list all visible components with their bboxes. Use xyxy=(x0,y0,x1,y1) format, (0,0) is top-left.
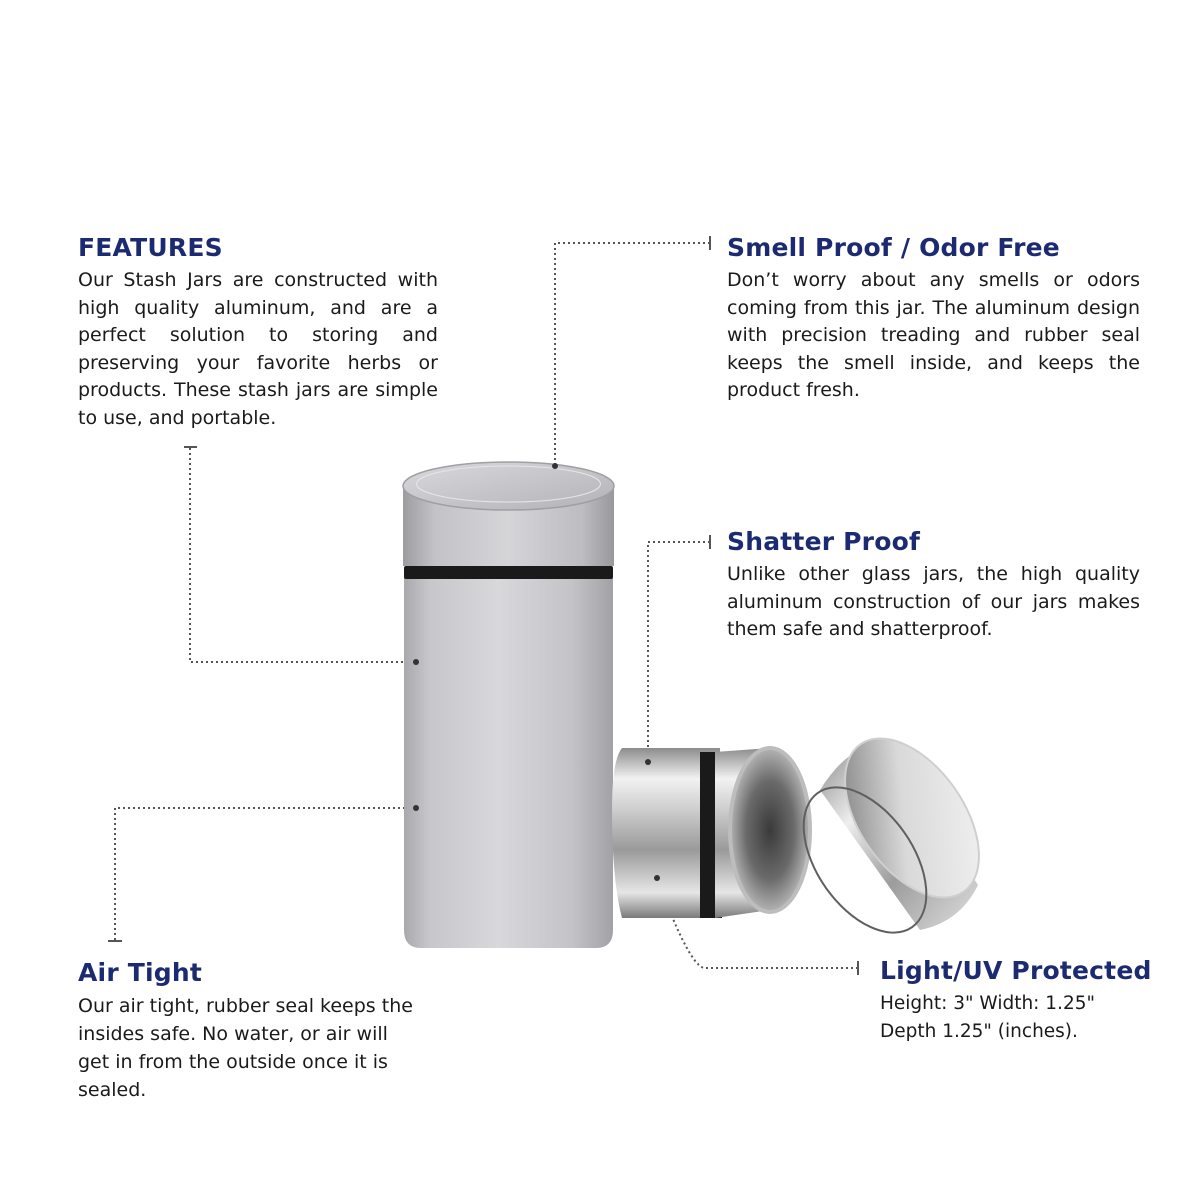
jar-lid-top xyxy=(403,462,614,510)
light-uv-dimensions xyxy=(880,990,1155,1046)
leader-line-smell-proof xyxy=(555,243,710,465)
features-section xyxy=(78,233,438,432)
shatter-proof-section xyxy=(727,527,1140,644)
smell-proof-body: Don’t worry about any smells or odors coming from this jar. The aluminum design with precision treading and rubber seal keeps the smell inside, and keeps the product fresh. xyxy=(727,269,1140,401)
standing-jar xyxy=(403,462,614,948)
shatter-proof-body: Unlike other glass jars, the high quality aluminum construction of our jars makes them safe and shatterproof. xyxy=(727,563,1140,640)
air-tight-section xyxy=(78,958,413,1104)
smell-proof-section xyxy=(727,233,1140,405)
features-body: Our Stash Jars are constructed with high quality aluminum, and are a perfect solution to storing and preserving your favorite herbs or products. These stash jars are simple to use, and portable. xyxy=(78,269,438,429)
air-tight-title: Air Tight xyxy=(78,958,203,987)
light-uv-section xyxy=(880,956,1155,1046)
leader-line-features xyxy=(190,448,415,662)
jar-body xyxy=(404,578,613,948)
features-title: FEATURES xyxy=(78,233,223,262)
open-jar-mouth xyxy=(730,748,810,912)
smell-proof-title: Smell Proof / Odor Free xyxy=(727,233,1060,262)
leader-line-air-tight xyxy=(115,808,415,940)
light-uv-title: Light/UV Protected xyxy=(880,956,1152,985)
open-jar xyxy=(612,748,810,918)
light-uv-line-2: Depth 1.25" (inches). xyxy=(880,1021,1078,1042)
air-tight-body: Our air tight, rubber seal keeps the insides safe. No water, or air will get in from the outside once it is sealed. xyxy=(78,995,413,1101)
light-uv-line-1: Height: 3" Width: 1.25" xyxy=(880,993,1095,1014)
shatter-proof-title: Shatter Proof xyxy=(727,527,921,556)
rubber-seal xyxy=(404,566,613,579)
leader-line-shatter-proof xyxy=(648,542,710,762)
jar-cap xyxy=(779,714,1007,954)
